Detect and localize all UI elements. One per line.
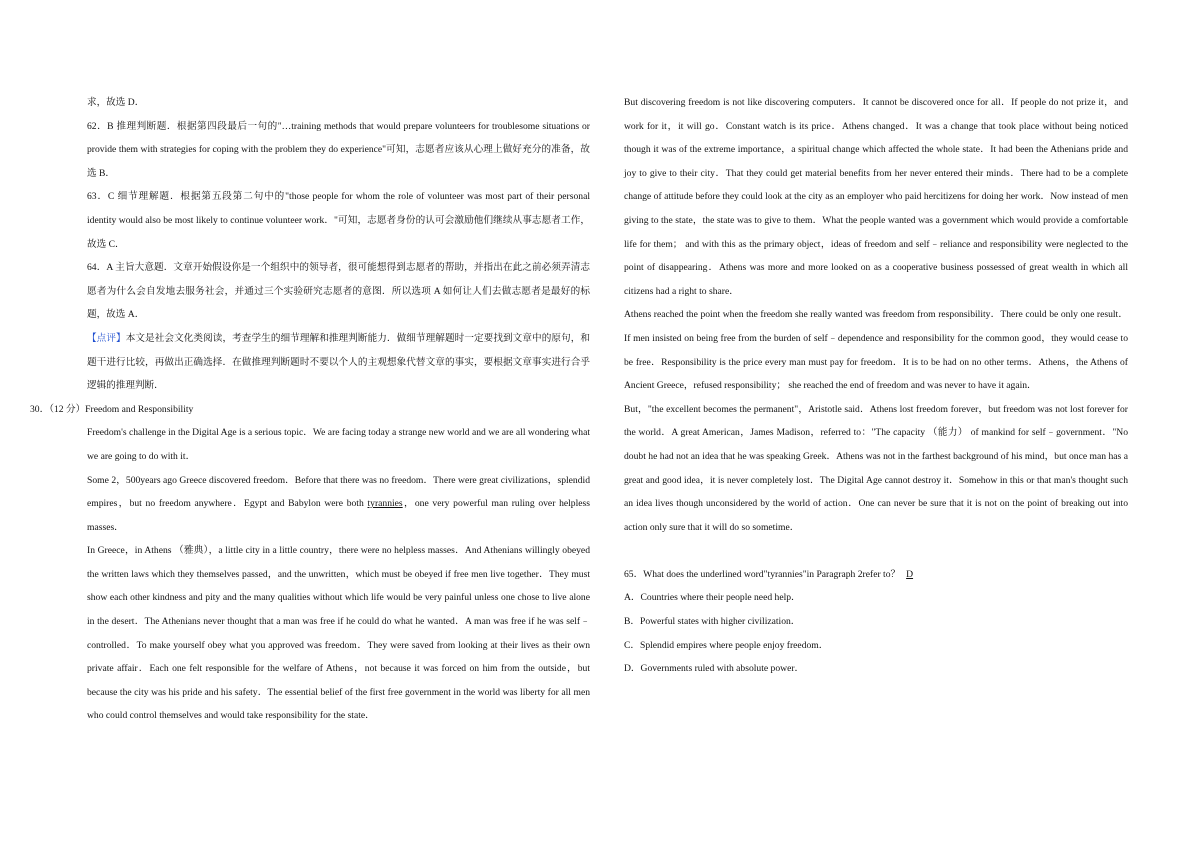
passage-paragraph-5: Athens reached the point when the freedom she really wanted was freedom from responsibility．There could be only one result．If men insisted on being free from the burden of self﹣dependence and responsibility for the common good，they would cease to be free．Responsibility is the price every man must pay for freedom．It is to be had on no other terms．Athens，the Athens of Ancient Greece，refused responsibility； she reached the end of freedom and was never to have it again． <box>624 309 1128 392</box>
right-column <box>624 91 1128 681</box>
answer-64: 64．A 主旨大意题．文章开始假设你是一个组织中的领导者，很可能想得到志愿者的帮助，并指出在此之前必须弄清志愿者为什么会自发地去服务社会，并通过三个实验研究志愿者的意图．所以选项 A 如何让人们去做志愿者是最好的标题，故选 A． <box>87 262 590 321</box>
option-a: A．Countries where their people need help． <box>624 592 801 604</box>
passage-paragraph-2 <box>87 469 590 540</box>
p2-before: Some 2，500years ago Greece discovered freedom．Before that there was no freedom．There were great civilizations，splendid empires，but no freedom anywhere．Egypt and Babylon were both <box>87 474 590 510</box>
comment-tag: 【点评】 <box>87 332 126 344</box>
question-30-label: 30．（12 分）Freedom and Responsibility <box>30 403 194 415</box>
passage-paragraph-3: In Greece，in Athens （雅典），a little city in a little country，there were no helpless masses．And Athenians willingly obeyed the written laws which they themselves passed，and the unwritten，which must be obeyed if free men live together．They must show each other kindness and pity and the many qualities without which life would be very painful unless one chose to live alone in the desert．The Athenians never thought that a man was free if he could do what he wanted．A man was free if he was self﹣controlled．To make yourself obey what you approved was freedom．They were saved from looking at their lives as their own private affair．Each one felt responsible for the welfare of Athens，not because it was forced on him from the outside，but because the city was his pride and his safety．The essential belief of the first free government in the world was liberty for all men who could control themselves and would take responsibility for the state． <box>87 545 590 722</box>
option-c: C．Splendid empires where people enjoy freedom． <box>624 639 829 651</box>
spacer <box>624 539 1128 563</box>
p2-after: ，one very powerful man ruling over helpless masses． <box>87 498 590 533</box>
answer-61-tail: 求，故选 D． <box>87 97 145 108</box>
passage-paragraph-1: Freedom's challenge in the Digital Age is a serious topic．We are facing today a strange new world and we are all wondering what we are going to do with it． <box>87 427 590 462</box>
underlined-word-tyrannies: tyrannies <box>367 498 403 510</box>
question-30-heading <box>30 398 590 422</box>
comment-paragraph <box>87 327 590 398</box>
option-b: B．Powerful states with higher civilization． <box>624 616 801 628</box>
option-d: D．Governments ruled with absolute power． <box>624 663 805 675</box>
left-column <box>30 91 591 728</box>
answer-63: 63．C 细节理解题．根据第五段第二句中的"those people for whom the role of volunteer was most part of their personal identity would also be most likely to continue volunteer work．"可知，志愿者身份的认可会激励他们继续从事志愿者工作，故选 C． <box>87 191 590 250</box>
passage-paragraph-4: But discovering freedom is not like discovering computers．It cannot be discovered once for all．If people do not prize it，and work for it，it will go．Constant watch is its price．Athens changed．It was a change that took place without being noticed though it was of the extreme importance，a spiritual change which affected the whole state．It had been the Athenians pride and joy to give to their city．That they could get material benefits from her never entered their minds．There had to be a complete change of attitude before they could look at the city as an employer who paid hercitizens for doing her work．Now instead of men giving to the state，the state was to give to them．What the people wanted was a government which would provide a comfortable life for them； and with this as the primary object，ideas of freedom and self﹣reliance and responsibility were neglected to the point of disappearing．Athens was more and more looked on as a cooperative business possessed of great wealth in which all citizens had a right to share． <box>624 97 1128 297</box>
answer-62: 62．B 推理判断题．根据第四段最后一句的"…training methods that would prepare volunteers for troublesome situations or provide them with strategies for coping with the problem they do experience"可知，志愿者应该从心理上做好充分的准备，故选 B． <box>87 120 590 179</box>
comment-text: 本文是社会文化类阅读，考查学生的细节理解和推理判断能力．做细节理解题时一定要找到文章中的原句，和题干进行比较，再做出正确选择．在做推理判断题时不要以个人的主观想象代替文章的事实，要根据文章事实进行合乎逻辑的推理判断． <box>87 332 591 392</box>
question-65-stem: 65．What does the underlined word"tyrannies"in Paragraph 2refer to？ <box>624 568 901 580</box>
question-65-answer: D <box>906 568 914 580</box>
question-65 <box>624 563 1128 587</box>
passage-paragraph-6: But，"the excellent becomes the permanent"，Aristotle said．Athens lost freedom forever，but freedom was not lost forever for the world．A great American，James Madison，referred to："The capacity （能力） of mankind for self﹣government．"No doubt he had not an idea that he was speaking Greek．Athens was not in the farthest background of his mind，but once man has a great and good idea，it is never completely lost．The Digital Age cannot destroy it．Somehow in this or that man's thought such an idea lives though unconsidered by the world of action．One can never be sure that it is not on the point of breaking out into action only sure that it will do so sometime． <box>624 403 1128 533</box>
